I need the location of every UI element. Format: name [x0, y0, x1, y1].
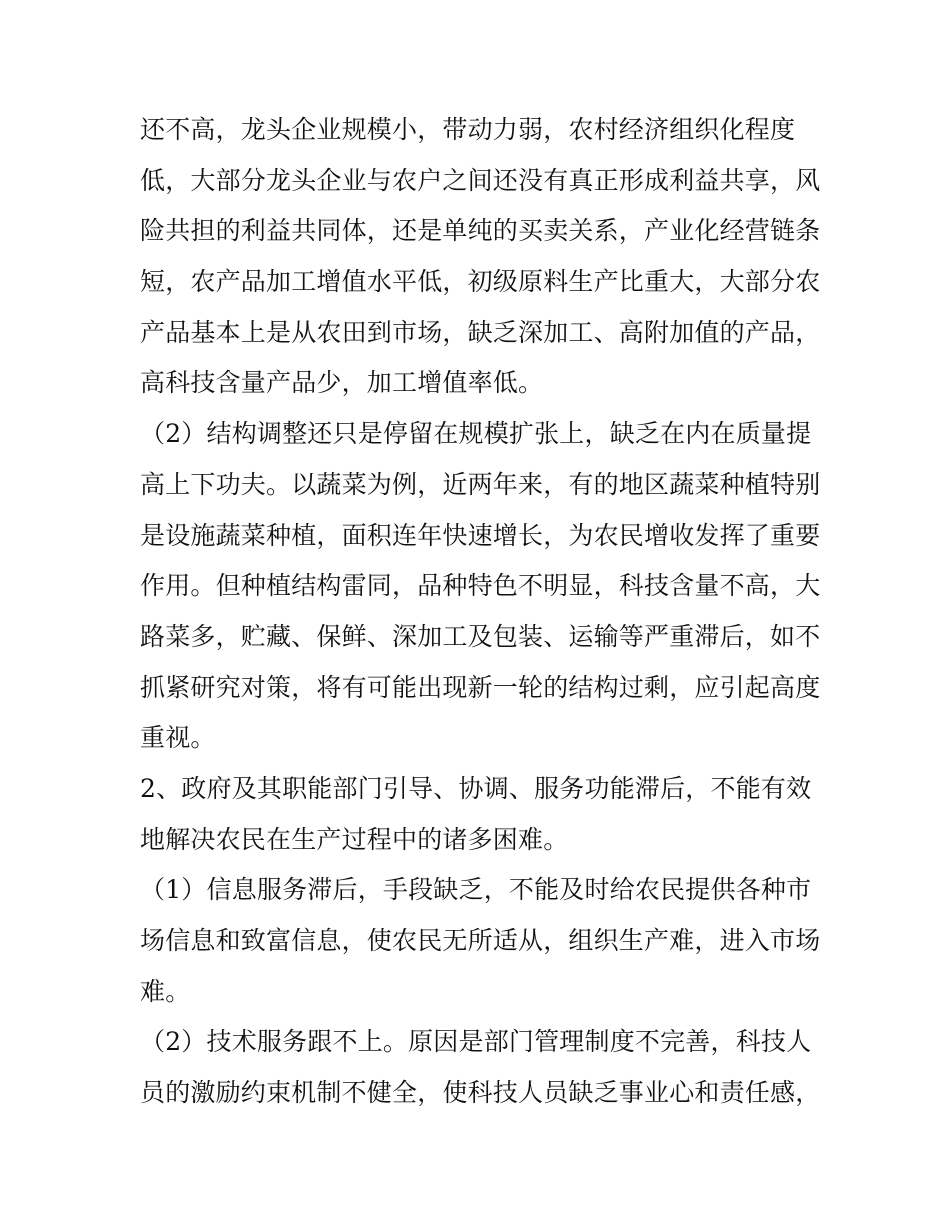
- text-line: 2、政府及其职能部门引导、协调、服务功能滞后，不能有效: [140, 773, 812, 803]
- text-line: （1）信息服务滞后，手段缺乏，不能及时给农民提供各种市: [140, 875, 812, 905]
- text-line: 作用。但种植结构雷同，品种特色不明显，科技含量不高，大: [140, 571, 820, 601]
- text-line: 抓紧研究对策，将有可能出现新一轮的结构过剩，应引起高度: [140, 672, 820, 702]
- body-text: [140, 105, 820, 1119]
- text-line: 高上下功夫。以蔬菜为例，近两年来，有的地区蔬菜种植特别: [140, 469, 820, 499]
- text-line: 重视。: [140, 723, 216, 753]
- text-line: （2）结构调整还只是停留在规模扩张上，缺乏在内在质量提: [140, 419, 812, 449]
- text-line: 地解决农民在生产过程中的诸多困难。: [140, 824, 569, 854]
- text-line: 高科技含量产品少，加工增值率低。: [140, 368, 544, 398]
- text-line: 低，大部分龙头企业与农户之间还没有真正形成利益共享，风: [140, 165, 820, 195]
- text-line: 场信息和致富信息，使农民无所适从，组织生产难，进入市场: [140, 926, 820, 955]
- text-line: 员的激励约束机制不健全，使科技人员缺乏事业心和责任感，: [140, 1078, 820, 1108]
- text-line: 产品基本上是从农田到市场，缺乏深加工、高附加值的产品，: [140, 317, 820, 347]
- text-line: （2）技术服务跟不上。原因是部门管理制度不完善，科技人: [140, 1027, 812, 1057]
- text-line: 是设施蔬菜种植，面积连年快速增长，为农民增收发挥了重要: [140, 520, 820, 550]
- text-line: 险共担的利益共同体，还是单纯的买卖关系，产业化经营链条: [140, 216, 820, 246]
- text-line: 难。: [140, 976, 191, 1006]
- text-line: 路菜多，贮藏、保鲜、深加工及包装、运输等严重滞后，如不: [140, 621, 820, 651]
- text-line: 短，农产品加工增值水平低，初级原料生产比重大，大部分农: [140, 267, 820, 297]
- text-line: 还不高，龙头企业规模小，带动力弱，农村经济组织化程度: [140, 115, 796, 144]
